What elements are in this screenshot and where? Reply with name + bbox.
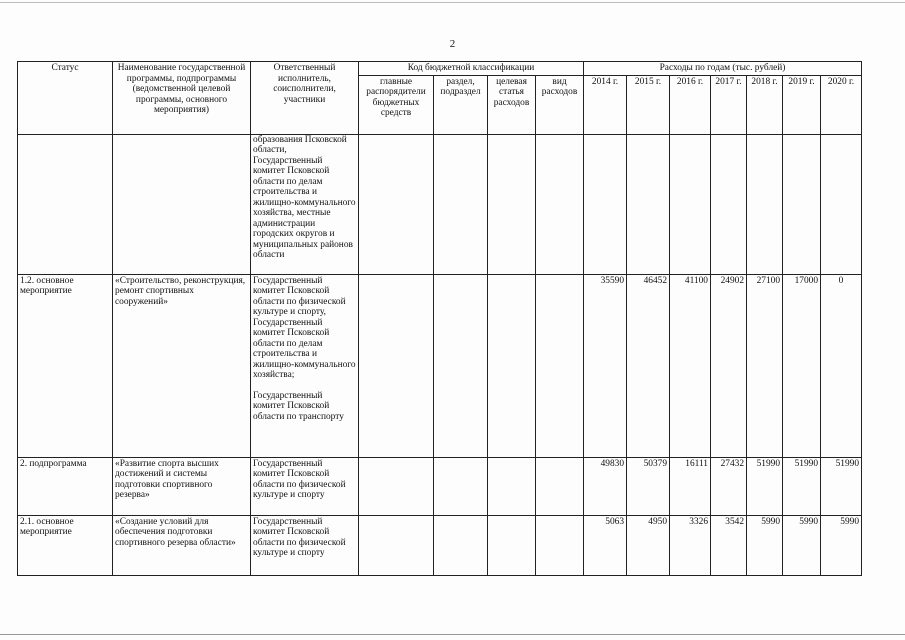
- header-year-2014: 2014 г.: [584, 75, 627, 134]
- header-budget-section: раздел, подраздел: [434, 75, 488, 134]
- cell-budget: [359, 134, 434, 274]
- table-row: [18, 134, 862, 274]
- cell-value: 5063: [584, 515, 627, 575]
- header-budget-expense-type: вид расходов: [536, 75, 584, 134]
- cell-value: 50379: [627, 457, 670, 515]
- cell-value: 51990: [783, 457, 821, 515]
- cell-value: 35590: [584, 274, 627, 457]
- cell-budget: [488, 134, 536, 274]
- cell-status: [18, 134, 113, 274]
- header-budget-target-article: целевая статья расходов: [488, 75, 536, 134]
- cell-name: «Создание условий для обеспечения подготовки спортивного резерва области»: [113, 515, 251, 575]
- page-number: 2: [449, 38, 456, 50]
- header-expenses: Расходы по годам (тыс. рублей): [584, 62, 862, 76]
- cell-value: 51990: [821, 457, 862, 515]
- cell-budget: [434, 274, 488, 457]
- cell-budget: [488, 515, 536, 575]
- cell-value: 51990: [747, 457, 783, 515]
- cell-budget: [359, 274, 434, 457]
- cell-budget: [536, 134, 584, 274]
- cell-value: 17000: [783, 274, 821, 457]
- cell-value: 3326: [670, 515, 711, 575]
- cell-budget: [488, 274, 536, 457]
- cell-value: [670, 134, 711, 274]
- cell-value: 5990: [821, 515, 862, 575]
- table-row: [18, 515, 862, 575]
- header-year-2019: 2019 г.: [783, 75, 821, 134]
- cell-budget: [434, 515, 488, 575]
- cell-value: 0: [821, 274, 862, 457]
- cell-value: 24902: [711, 274, 747, 457]
- cell-value: [783, 134, 821, 274]
- header-responsible: Ответственный исполнитель, соисполнители, участники: [251, 62, 359, 135]
- responsible-part: Государственный комитет Псковской области по физической культуре и спорту, Государственный комитет Псковской области по делам строительства и жилищно-коммунального хозяйства;: [253, 275, 356, 380]
- header-name: Наименование государственной программы, подпрограммы (ведомственной целевой программы, основного мероприятия): [113, 62, 251, 135]
- cell-value: 46452: [627, 274, 670, 457]
- cell-value: [711, 134, 747, 274]
- responsible-part: Государственный комитет Псковской области по транспорту: [253, 390, 344, 422]
- cell-status: 2.1. основное мероприятие: [18, 515, 113, 575]
- header-year-2020: 2020 г.: [821, 75, 862, 134]
- cell-budget: [536, 515, 584, 575]
- table-row: [18, 274, 862, 457]
- cell-value: 5990: [747, 515, 783, 575]
- table-row: [18, 457, 862, 515]
- header-year-2016: 2016 г.: [670, 75, 711, 134]
- header-budget-main-managers: главные распорядители бюджетных средств: [359, 75, 434, 134]
- cell-value: 4950: [627, 515, 670, 575]
- cell-name: «Строительство, реконструкция, ремонт спортивных сооружений»: [113, 274, 251, 457]
- cell-status: 2. подпрограмма: [18, 457, 113, 515]
- header-status: Статус: [18, 62, 113, 135]
- cell-value: 3542: [711, 515, 747, 575]
- cell-budget: [536, 457, 584, 515]
- cell-value: 49830: [584, 457, 627, 515]
- header-year-2018: 2018 г.: [747, 75, 783, 134]
- budget-table: [17, 61, 862, 576]
- cell-budget: [359, 515, 434, 575]
- cell-responsible: [251, 274, 359, 457]
- cell-name: [113, 134, 251, 274]
- header-year-2017: 2017 г.: [711, 75, 747, 134]
- header-budget-code: Код бюджетной классификации: [359, 62, 584, 76]
- cell-value: 16111: [670, 457, 711, 515]
- cell-value: [821, 134, 862, 274]
- cell-status: 1.2. основное мероприятие: [18, 274, 113, 457]
- page-edge-top: [0, 2, 905, 3]
- cell-budget: [488, 457, 536, 515]
- cell-value: 41100: [670, 274, 711, 457]
- cell-value: [627, 134, 670, 274]
- page-edge-bottom: [0, 634, 905, 635]
- cell-responsible: образования Псковской области, Государственный комитет Псковской области по делам строительства и жилищно-коммунального хозяйства, местные администрации городских округов и муниципальных районов области: [251, 134, 359, 274]
- cell-budget: [434, 457, 488, 515]
- cell-value: 5990: [783, 515, 821, 575]
- cell-budget: [434, 134, 488, 274]
- cell-responsible: Государственный комитет Псковской области по физической культуре и спорту: [251, 515, 359, 575]
- cell-value: [584, 134, 627, 274]
- cell-responsible: Государственный комитет Псковской области по физической культуре и спорту: [251, 457, 359, 515]
- header-year-2015: 2015 г.: [627, 75, 670, 134]
- cell-name: «Развитие спорта высших достижений и системы подготовки спортивного резерва»: [113, 457, 251, 515]
- cell-value: 27100: [747, 274, 783, 457]
- cell-value: 27432: [711, 457, 747, 515]
- cell-budget: [536, 274, 584, 457]
- cell-budget: [359, 457, 434, 515]
- cell-value: [747, 134, 783, 274]
